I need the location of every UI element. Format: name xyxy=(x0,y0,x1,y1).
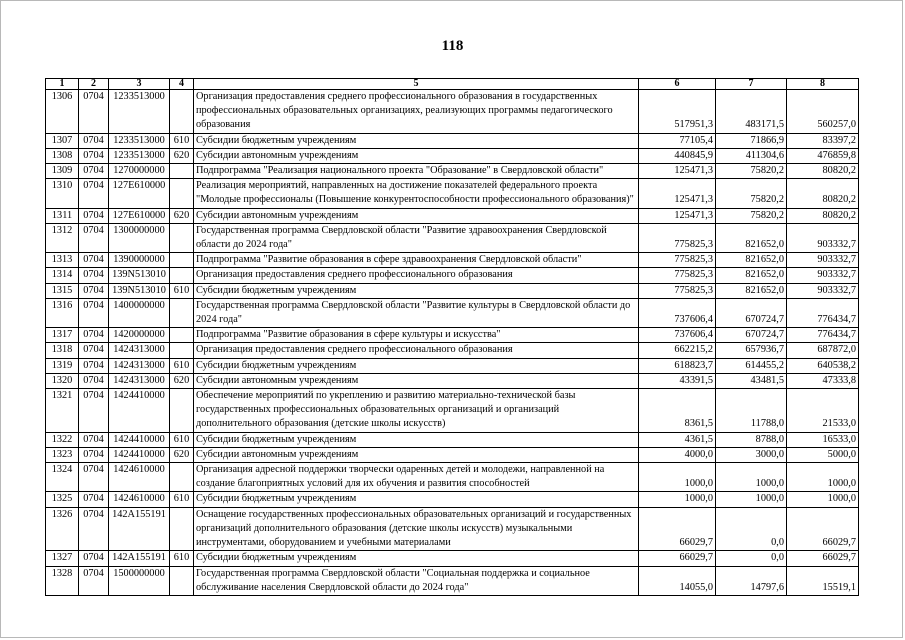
amount-year-2: 75820,2 xyxy=(716,164,787,179)
row-name: Субсидии бюджетным учреждениям xyxy=(194,432,639,447)
amount-year-2: 14797,6 xyxy=(716,566,787,595)
row-number: 1308 xyxy=(46,148,79,163)
section-code: 0704 xyxy=(79,298,109,327)
table-row xyxy=(46,179,859,208)
header-col-3: 3 xyxy=(109,79,170,90)
section-code: 0704 xyxy=(79,223,109,252)
target-article-code: 1424410000 xyxy=(109,447,170,462)
row-name: Государственная программа Свердловской области "Социальная поддержка и социальное обслуживание населения Свердловской области до 2024 года" xyxy=(194,566,639,595)
table-row xyxy=(46,148,859,163)
table-row xyxy=(46,298,859,327)
section-code: 0704 xyxy=(79,566,109,595)
row-number: 1316 xyxy=(46,298,79,327)
table-header-row xyxy=(46,79,859,90)
amount-year-1: 1000,0 xyxy=(639,492,716,507)
table-row xyxy=(46,268,859,283)
row-name: Подпрограмма "Развитие образования в сфере культуры и искусства" xyxy=(194,328,639,343)
expense-type-code xyxy=(170,179,194,208)
row-number: 1320 xyxy=(46,373,79,388)
amount-year-3: 903332,7 xyxy=(787,223,859,252)
row-number: 1315 xyxy=(46,283,79,298)
row-number: 1324 xyxy=(46,463,79,492)
target-article-code: 142A155191 xyxy=(109,507,170,551)
target-article-code: 1424410000 xyxy=(109,389,170,433)
row-number: 1313 xyxy=(46,253,79,268)
amount-year-1: 517951,3 xyxy=(639,90,716,134)
expense-type-code: 610 xyxy=(170,551,194,566)
amount-year-1: 775825,3 xyxy=(639,253,716,268)
amount-year-1: 77105,4 xyxy=(639,133,716,148)
row-number: 1322 xyxy=(46,432,79,447)
table-row xyxy=(46,133,859,148)
amount-year-3: 16533,0 xyxy=(787,432,859,447)
section-code: 0704 xyxy=(79,90,109,134)
amount-year-3: 776434,7 xyxy=(787,298,859,327)
table-row xyxy=(46,432,859,447)
table-row xyxy=(46,253,859,268)
table-row xyxy=(46,343,859,358)
row-name: Реализация мероприятий, направленных на достижение показателей федерального проекта "Молодые профессионалы (Повышение конкурентоспособности профессионального образования)" xyxy=(194,179,639,208)
row-number: 1318 xyxy=(46,343,79,358)
header-col-2: 2 xyxy=(79,79,109,90)
amount-year-1: 125471,3 xyxy=(639,164,716,179)
target-article-code: 1233513000 xyxy=(109,133,170,148)
amount-year-3: 1000,0 xyxy=(787,463,859,492)
table-row xyxy=(46,223,859,252)
section-code: 0704 xyxy=(79,268,109,283)
row-number: 1311 xyxy=(46,208,79,223)
section-code: 0704 xyxy=(79,432,109,447)
amount-year-2: 483171,5 xyxy=(716,90,787,134)
amount-year-2: 670724,7 xyxy=(716,298,787,327)
row-name: Субсидии бюджетным учреждениям xyxy=(194,551,639,566)
expense-type-code xyxy=(170,507,194,551)
row-number: 1327 xyxy=(46,551,79,566)
amount-year-3: 21533,0 xyxy=(787,389,859,433)
target-article-code: 1424313000 xyxy=(109,358,170,373)
amount-year-2: 0,0 xyxy=(716,551,787,566)
amount-year-3: 687872,0 xyxy=(787,343,859,358)
amount-year-2: 821652,0 xyxy=(716,268,787,283)
table-row xyxy=(46,164,859,179)
row-name: Государственная программа Свердловской области "Развитие здравоохранения Свердловской области до 2024 года" xyxy=(194,223,639,252)
amount-year-3: 80820,2 xyxy=(787,179,859,208)
amount-year-1: 66029,7 xyxy=(639,507,716,551)
target-article-code: 1420000000 xyxy=(109,328,170,343)
expense-type-code: 620 xyxy=(170,373,194,388)
section-code: 0704 xyxy=(79,492,109,507)
target-article-code: 1424313000 xyxy=(109,343,170,358)
section-code: 0704 xyxy=(79,328,109,343)
section-code: 0704 xyxy=(79,463,109,492)
expense-type-code xyxy=(170,90,194,134)
target-article-code: 142A155191 xyxy=(109,551,170,566)
amount-year-1: 1000,0 xyxy=(639,463,716,492)
row-name: Субсидии автономным учреждениям xyxy=(194,208,639,223)
amount-year-3: 66029,7 xyxy=(787,507,859,551)
amount-year-1: 662215,2 xyxy=(639,343,716,358)
row-name: Подпрограмма "Развитие образования в сфере здравоохранения Свердловской области" xyxy=(194,253,639,268)
row-number: 1307 xyxy=(46,133,79,148)
row-number: 1326 xyxy=(46,507,79,551)
amount-year-1: 618823,7 xyxy=(639,358,716,373)
target-article-code: 1300000000 xyxy=(109,223,170,252)
section-code: 0704 xyxy=(79,389,109,433)
section-code: 0704 xyxy=(79,551,109,566)
row-name: Организация предоставления среднего профессионального образования xyxy=(194,343,639,358)
row-name: Государственная программа Свердловской области "Развитие культуры в Свердловской области до 2024 года" xyxy=(194,298,639,327)
amount-year-2: 614455,2 xyxy=(716,358,787,373)
header-col-7: 7 xyxy=(716,79,787,90)
amount-year-3: 83397,2 xyxy=(787,133,859,148)
table-row xyxy=(46,373,859,388)
amount-year-1: 775825,3 xyxy=(639,268,716,283)
section-code: 0704 xyxy=(79,133,109,148)
target-article-code: 1390000000 xyxy=(109,253,170,268)
amount-year-2: 71866,9 xyxy=(716,133,787,148)
page-number: 118 xyxy=(441,38,464,54)
section-code: 0704 xyxy=(79,507,109,551)
section-code: 0704 xyxy=(79,253,109,268)
amount-year-2: 821652,0 xyxy=(716,253,787,268)
header-col-1: 1 xyxy=(46,79,79,90)
row-name: Субсидии бюджетным учреждениям xyxy=(194,358,639,373)
row-name: Субсидии бюджетным учреждениям xyxy=(194,492,639,507)
amount-year-3: 776434,7 xyxy=(787,328,859,343)
expense-type-code: 610 xyxy=(170,133,194,148)
row-number: 1328 xyxy=(46,566,79,595)
target-article-code: 139N513010 xyxy=(109,268,170,283)
row-name: Субсидии автономным учреждениям xyxy=(194,373,639,388)
row-name: Субсидии автономным учреждениям xyxy=(194,148,639,163)
section-code: 0704 xyxy=(79,447,109,462)
section-code: 0704 xyxy=(79,343,109,358)
expense-type-code xyxy=(170,223,194,252)
target-article-code: 1270000000 xyxy=(109,164,170,179)
amount-year-1: 775825,3 xyxy=(639,283,716,298)
section-code: 0704 xyxy=(79,148,109,163)
amount-year-3: 80820,2 xyxy=(787,164,859,179)
amount-year-3: 1000,0 xyxy=(787,492,859,507)
table-row xyxy=(46,90,859,134)
amount-year-2: 75820,2 xyxy=(716,208,787,223)
target-article-code: 1233513000 xyxy=(109,90,170,134)
amount-year-2: 1000,0 xyxy=(716,463,787,492)
amount-year-2: 657936,7 xyxy=(716,343,787,358)
header-col-5: 5 xyxy=(194,79,639,90)
amount-year-3: 560257,0 xyxy=(787,90,859,134)
table-row xyxy=(46,283,859,298)
amount-year-1: 4000,0 xyxy=(639,447,716,462)
row-name: Подпрограмма "Реализация национального проекта "Образование" в Свердловской области" xyxy=(194,164,639,179)
amount-year-2: 43481,5 xyxy=(716,373,787,388)
table-row xyxy=(46,328,859,343)
target-article-code: 127E610000 xyxy=(109,179,170,208)
expense-type-code: 610 xyxy=(170,283,194,298)
target-article-code: 127E610000 xyxy=(109,208,170,223)
header-col-6: 6 xyxy=(639,79,716,90)
row-number: 1306 xyxy=(46,90,79,134)
amount-year-2: 8788,0 xyxy=(716,432,787,447)
table-row xyxy=(46,492,859,507)
amount-year-3: 66029,7 xyxy=(787,551,859,566)
amount-year-1: 14055,0 xyxy=(639,566,716,595)
amount-year-3: 903332,7 xyxy=(787,283,859,298)
expense-type-code: 620 xyxy=(170,208,194,223)
expense-type-code xyxy=(170,389,194,433)
amount-year-2: 411304,6 xyxy=(716,148,787,163)
expense-type-code xyxy=(170,328,194,343)
target-article-code: 1424410000 xyxy=(109,432,170,447)
expense-type-code xyxy=(170,566,194,595)
row-number: 1312 xyxy=(46,223,79,252)
row-number: 1319 xyxy=(46,358,79,373)
amount-year-1: 737606,4 xyxy=(639,298,716,327)
amount-year-1: 43391,5 xyxy=(639,373,716,388)
amount-year-2: 0,0 xyxy=(716,507,787,551)
amount-year-3: 47333,8 xyxy=(787,373,859,388)
amount-year-1: 440845,9 xyxy=(639,148,716,163)
header-col-4: 4 xyxy=(170,79,194,90)
amount-year-2: 821652,0 xyxy=(716,223,787,252)
row-name: Субсидии бюджетным учреждениям xyxy=(194,133,639,148)
row-number: 1310 xyxy=(46,179,79,208)
target-article-code: 1424610000 xyxy=(109,492,170,507)
section-code: 0704 xyxy=(79,164,109,179)
amount-year-1: 775825,3 xyxy=(639,223,716,252)
target-article-code: 1400000000 xyxy=(109,298,170,327)
target-article-code: 139N513010 xyxy=(109,283,170,298)
amount-year-3: 903332,7 xyxy=(787,253,859,268)
amount-year-2: 11788,0 xyxy=(716,389,787,433)
amount-year-3: 15519,1 xyxy=(787,566,859,595)
amount-year-3: 640538,2 xyxy=(787,358,859,373)
expense-type-code: 610 xyxy=(170,432,194,447)
row-name: Организация предоставления среднего профессионального образования в государственных профессиональных образовательных организациях, реализующих программы педагогического образования xyxy=(194,90,639,134)
expense-type-code xyxy=(170,253,194,268)
header-col-8: 8 xyxy=(787,79,859,90)
expense-type-code: 610 xyxy=(170,358,194,373)
row-number: 1309 xyxy=(46,164,79,179)
row-number: 1317 xyxy=(46,328,79,343)
section-code: 0704 xyxy=(79,208,109,223)
amount-year-2: 670724,7 xyxy=(716,328,787,343)
row-name: Оснащение государственных профессиональных образовательных организаций и государственных организаций дополнительного образования (детские школы искусств) музыкальными инструментами, оборудованием и учебными материалами xyxy=(194,507,639,551)
expense-type-code: 620 xyxy=(170,447,194,462)
amount-year-2: 821652,0 xyxy=(716,283,787,298)
expense-type-code xyxy=(170,463,194,492)
section-code: 0704 xyxy=(79,283,109,298)
amount-year-2: 3000,0 xyxy=(716,447,787,462)
amount-year-1: 66029,7 xyxy=(639,551,716,566)
row-number: 1323 xyxy=(46,447,79,462)
expense-type-code xyxy=(170,343,194,358)
section-code: 0704 xyxy=(79,373,109,388)
amount-year-1: 737606,4 xyxy=(639,328,716,343)
table-row xyxy=(46,208,859,223)
expense-type-code: 620 xyxy=(170,148,194,163)
amount-year-1: 125471,3 xyxy=(639,208,716,223)
budget-table xyxy=(45,78,859,596)
table-row xyxy=(46,447,859,462)
section-code: 0704 xyxy=(79,358,109,373)
table-row xyxy=(46,463,859,492)
target-article-code: 1500000000 xyxy=(109,566,170,595)
amount-year-3: 476859,8 xyxy=(787,148,859,163)
row-number: 1314 xyxy=(46,268,79,283)
row-number: 1325 xyxy=(46,492,79,507)
amount-year-3: 903332,7 xyxy=(787,268,859,283)
section-code: 0704 xyxy=(79,179,109,208)
target-article-code: 1424313000 xyxy=(109,373,170,388)
expense-type-code: 610 xyxy=(170,492,194,507)
table-row xyxy=(46,507,859,551)
row-name: Обеспечение мероприятий по укреплению и развитию материально-технической базы государственных профессиональных образовательных организаций и организаций дополнительного образования (детские школы искусств) xyxy=(194,389,639,433)
target-article-code: 1424610000 xyxy=(109,463,170,492)
row-name: Организация адресной поддержки творчески одаренных детей и молодежи, направленной на создание благоприятных условий для их обучения и развития способностей xyxy=(194,463,639,492)
table-row xyxy=(46,358,859,373)
row-name: Организация предоставления среднего профессионального образования xyxy=(194,268,639,283)
table-row xyxy=(46,389,859,433)
amount-year-3: 80820,2 xyxy=(787,208,859,223)
table-row xyxy=(46,551,859,566)
target-article-code: 1233513000 xyxy=(109,148,170,163)
expense-type-code xyxy=(170,164,194,179)
row-number: 1321 xyxy=(46,389,79,433)
amount-year-3: 5000,0 xyxy=(787,447,859,462)
row-name: Субсидии автономным учреждениям xyxy=(194,447,639,462)
amount-year-1: 8361,5 xyxy=(639,389,716,433)
expense-type-code xyxy=(170,298,194,327)
table-row xyxy=(46,566,859,595)
amount-year-1: 125471,3 xyxy=(639,179,716,208)
amount-year-1: 4361,5 xyxy=(639,432,716,447)
amount-year-2: 75820,2 xyxy=(716,179,787,208)
amount-year-2: 1000,0 xyxy=(716,492,787,507)
row-name: Субсидии бюджетным учреждениям xyxy=(194,283,639,298)
expense-type-code xyxy=(170,268,194,283)
